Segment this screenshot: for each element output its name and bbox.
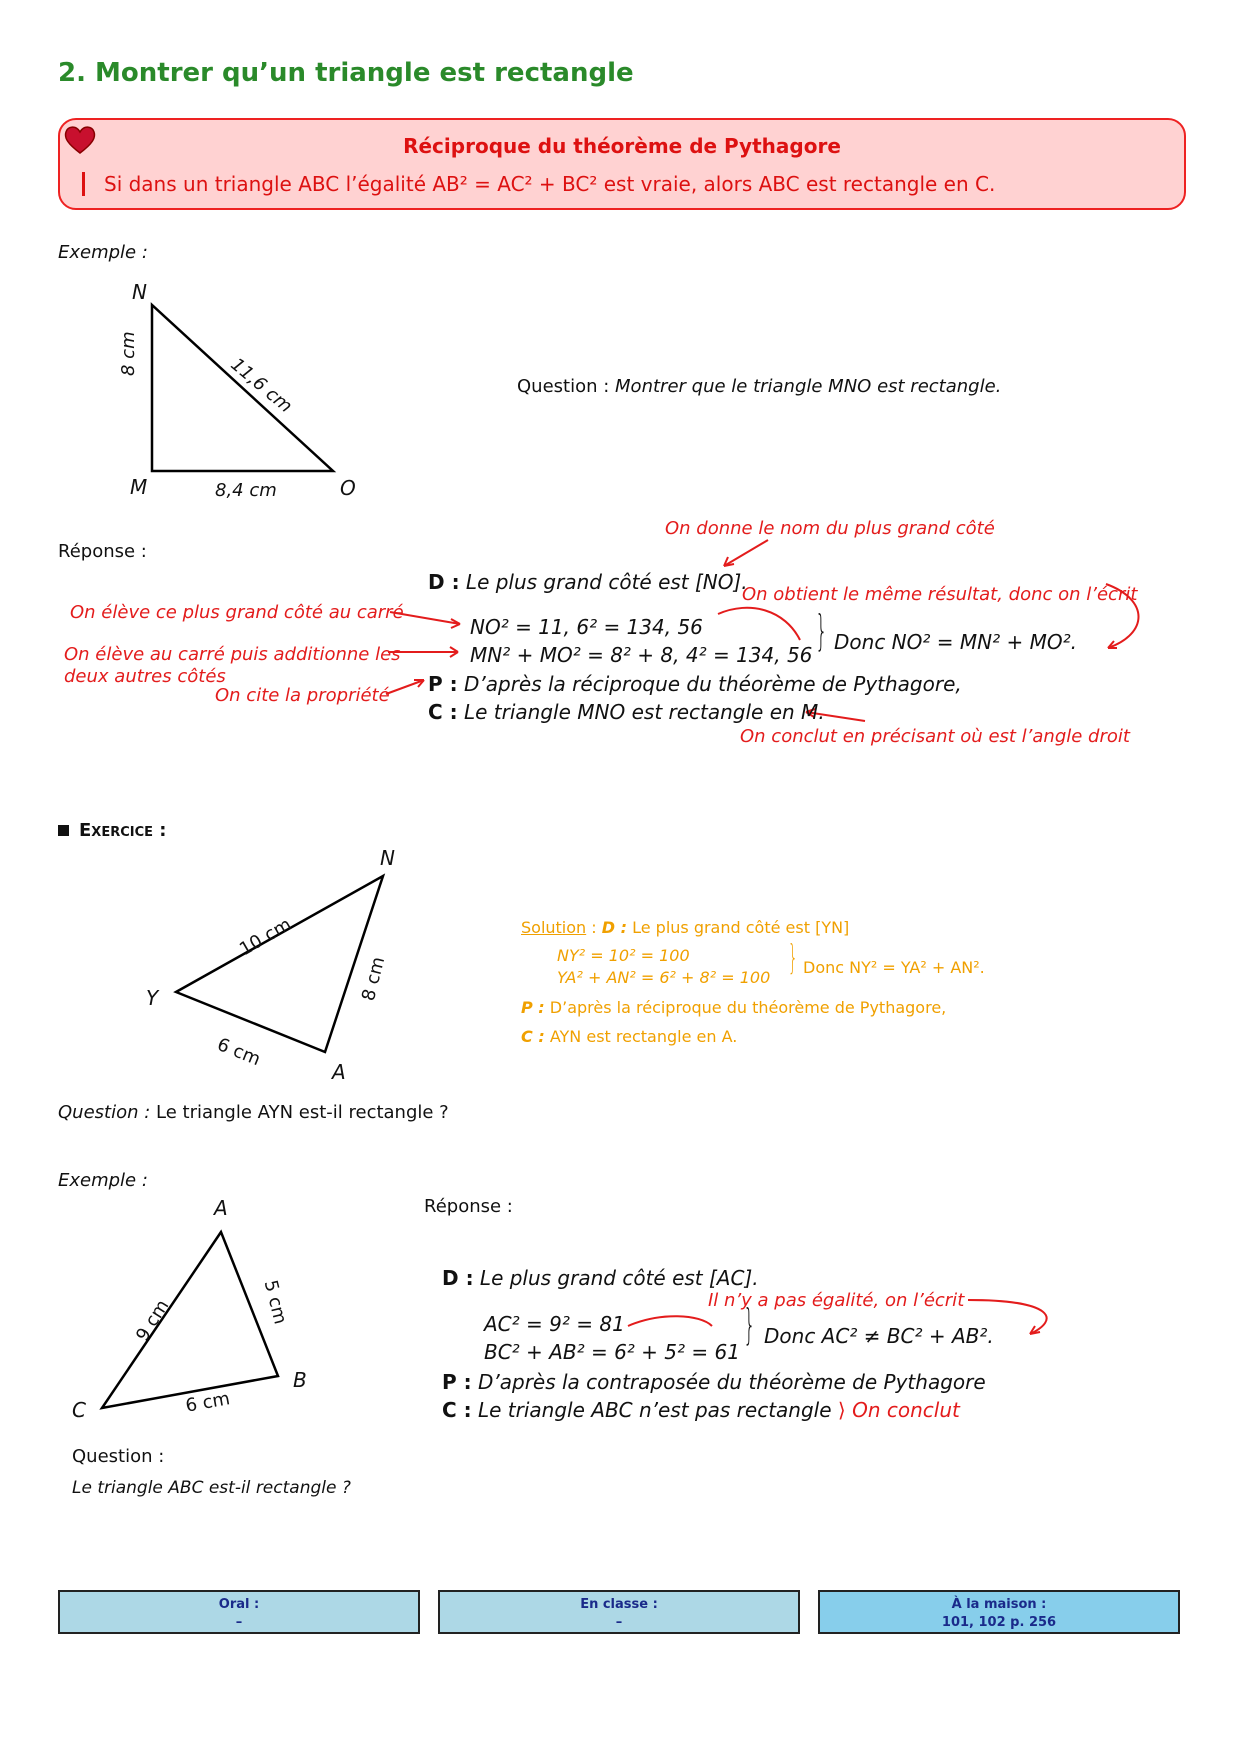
- triangle-abc: [102, 1232, 278, 1408]
- vertex-o: O: [340, 476, 356, 500]
- c1-text: Le triangle MNO est rectangle en M.: [464, 700, 825, 724]
- question2-label: Question :: [72, 1446, 165, 1467]
- c2-key: C :: [442, 1398, 472, 1422]
- sol-c-key: C :: [521, 1027, 545, 1046]
- note-name: On donne le nom du plus grand côté: [665, 518, 995, 539]
- eq1-1: NO² = 11, 6² = 134, 56: [470, 615, 703, 639]
- donc1: Donc NO² = MN² + MO².: [834, 630, 1077, 654]
- exercise-question: [58, 1102, 449, 1123]
- donc2: Donc AC² ≠ BC² + AB².: [764, 1324, 994, 1348]
- c1-key: C :: [428, 700, 458, 724]
- exercise-label-text: Exercice :: [79, 820, 167, 841]
- d1-key: D :: [428, 570, 460, 594]
- sol-d-key: D :: [601, 918, 627, 937]
- side-ya: 6 cm: [214, 1034, 264, 1071]
- footer-oral: [58, 1590, 420, 1634]
- d2-text: Le plus grand côté est [AC].: [479, 1266, 759, 1290]
- note-add2: deux autres côtés: [64, 666, 226, 687]
- sol-c-line: [521, 1027, 737, 1046]
- side-bc: 6 cm: [184, 1388, 232, 1417]
- sol-c-text: AYN est rectangle en A.: [549, 1027, 738, 1046]
- section-title: 2. Montrer qu’un triangle est rectangle: [58, 58, 634, 88]
- sol-p-line: [521, 998, 946, 1017]
- sol-p-key: P :: [521, 998, 545, 1017]
- square-bullet-icon: [58, 825, 69, 836]
- vertex-n2: N: [380, 846, 395, 870]
- question1-prefix: Question :: [517, 376, 610, 397]
- side-mo: 8,4 cm: [215, 480, 277, 501]
- vertex-y: Y: [146, 986, 159, 1010]
- note-conclude2: On conclut: [852, 1398, 960, 1422]
- p1-text: D’après la réciproque du théorème de Pythagore,: [463, 672, 962, 696]
- brace1: }: [815, 606, 828, 655]
- eq1-2: MN² + MO² = 8² + 8, 4² = 134, 56: [470, 643, 813, 667]
- sol-d-text: Le plus grand côté est [YN]: [632, 918, 850, 937]
- note-not-equal: Il n’y a pas égalité, on l’écrit: [708, 1290, 965, 1311]
- d1-line: [428, 570, 748, 594]
- sol-d-line: Solution : D : Le plus grand côté est [YN]: [521, 918, 850, 937]
- triangle-mno: [152, 305, 333, 471]
- eq2-1: AC² = 9² = 81: [484, 1312, 625, 1336]
- vertex-c: C: [72, 1398, 86, 1422]
- theorem-title: Réciproque du théorème de Pythagore: [403, 134, 841, 158]
- d2-key: D :: [442, 1266, 474, 1290]
- exercise-question-text: Le triangle AYN est-il rectangle ?: [156, 1102, 449, 1123]
- reponse2-label: Réponse :: [424, 1196, 513, 1217]
- side-yn: 10 cm: [236, 913, 296, 961]
- p2-key: P :: [442, 1370, 472, 1394]
- footer-classe: [438, 1590, 800, 1634]
- footer-oral-title: Oral :: [218, 1597, 260, 1612]
- d2-line: [442, 1266, 759, 1290]
- d1-text: Le plus grand côté est [NO].: [465, 570, 748, 594]
- note-conclude1: On conclut en précisant où est l’angle droit: [740, 726, 1130, 747]
- sol-donc: Donc NY² = YA² + AN².: [803, 958, 985, 977]
- example1-label: Exemple :: [58, 242, 148, 263]
- note-cite: On cite la propriété: [215, 685, 390, 706]
- question1: [517, 376, 1001, 397]
- vertex-b: B: [293, 1368, 307, 1392]
- note-square: On élève ce plus grand côté au carré: [70, 602, 404, 623]
- eq2-2: BC² + AB² = 6² + 5² = 61: [484, 1340, 740, 1364]
- footer-oral-value: –: [235, 1615, 243, 1630]
- footer-maison: [818, 1590, 1180, 1634]
- c2-text: Le triangle ABC n’est pas rectangle: [478, 1398, 832, 1422]
- vertex-a2: A: [332, 1060, 346, 1084]
- c2-line: [442, 1398, 960, 1422]
- side-an: 8 cm: [358, 954, 390, 1004]
- brace-sol: }: [787, 938, 798, 978]
- red-brace-icon: ⟩: [837, 1398, 846, 1422]
- vertex-m: M: [130, 475, 148, 499]
- c1-line: [428, 700, 825, 724]
- solution-label: Solution: [521, 918, 587, 937]
- note-same: On obtient le même résultat, donc on l’écrit: [742, 584, 1138, 605]
- side-no: 11,6 cm: [226, 354, 297, 418]
- p2-line: [442, 1370, 986, 1394]
- sol-eq1: NY² = 10² = 100: [557, 946, 690, 965]
- theorem-text: Si dans un triangle ABC l’égalité AB² = AC² + BC² est vraie, alors ABC est rectangle en C.: [104, 172, 996, 196]
- p2-text: D’après la contraposée du théorème de Pythagore: [477, 1370, 986, 1394]
- exercise-question-prefix: Question :: [58, 1102, 151, 1123]
- side-mn: 8 cm: [118, 331, 139, 376]
- p1-key: P :: [428, 672, 458, 696]
- question1-text: Montrer que le triangle MNO est rectangle.: [615, 376, 1002, 397]
- exercise-label: [58, 820, 166, 841]
- footer-maison-value: 101, 102 p. 256: [941, 1615, 1057, 1630]
- brace2: }: [743, 1300, 756, 1349]
- example2-label: Exemple :: [58, 1170, 148, 1191]
- note-add1: On élève au carré puis additionne les: [64, 644, 401, 665]
- reponse1-label: Réponse :: [58, 541, 147, 562]
- vertex-n: N: [132, 280, 147, 304]
- sol-eq2: YA² + AN² = 6² + 8² = 100: [557, 968, 771, 987]
- footer-classe-title: En classe :: [580, 1597, 658, 1612]
- p1-line: [428, 672, 962, 696]
- side-ab: 5 cm: [259, 1278, 291, 1327]
- question2-text: Le triangle ABC est-il rectangle ?: [72, 1478, 351, 1498]
- vertex-a3: A: [214, 1196, 228, 1220]
- side-ac: 9 cm: [132, 1296, 174, 1346]
- sol-p-text: D’après la réciproque du théorème de Pythagore,: [549, 998, 947, 1017]
- triangle-ayn: [176, 876, 383, 1052]
- footer-classe-value: –: [615, 1615, 623, 1630]
- footer-maison-title: À la maison :: [951, 1597, 1047, 1612]
